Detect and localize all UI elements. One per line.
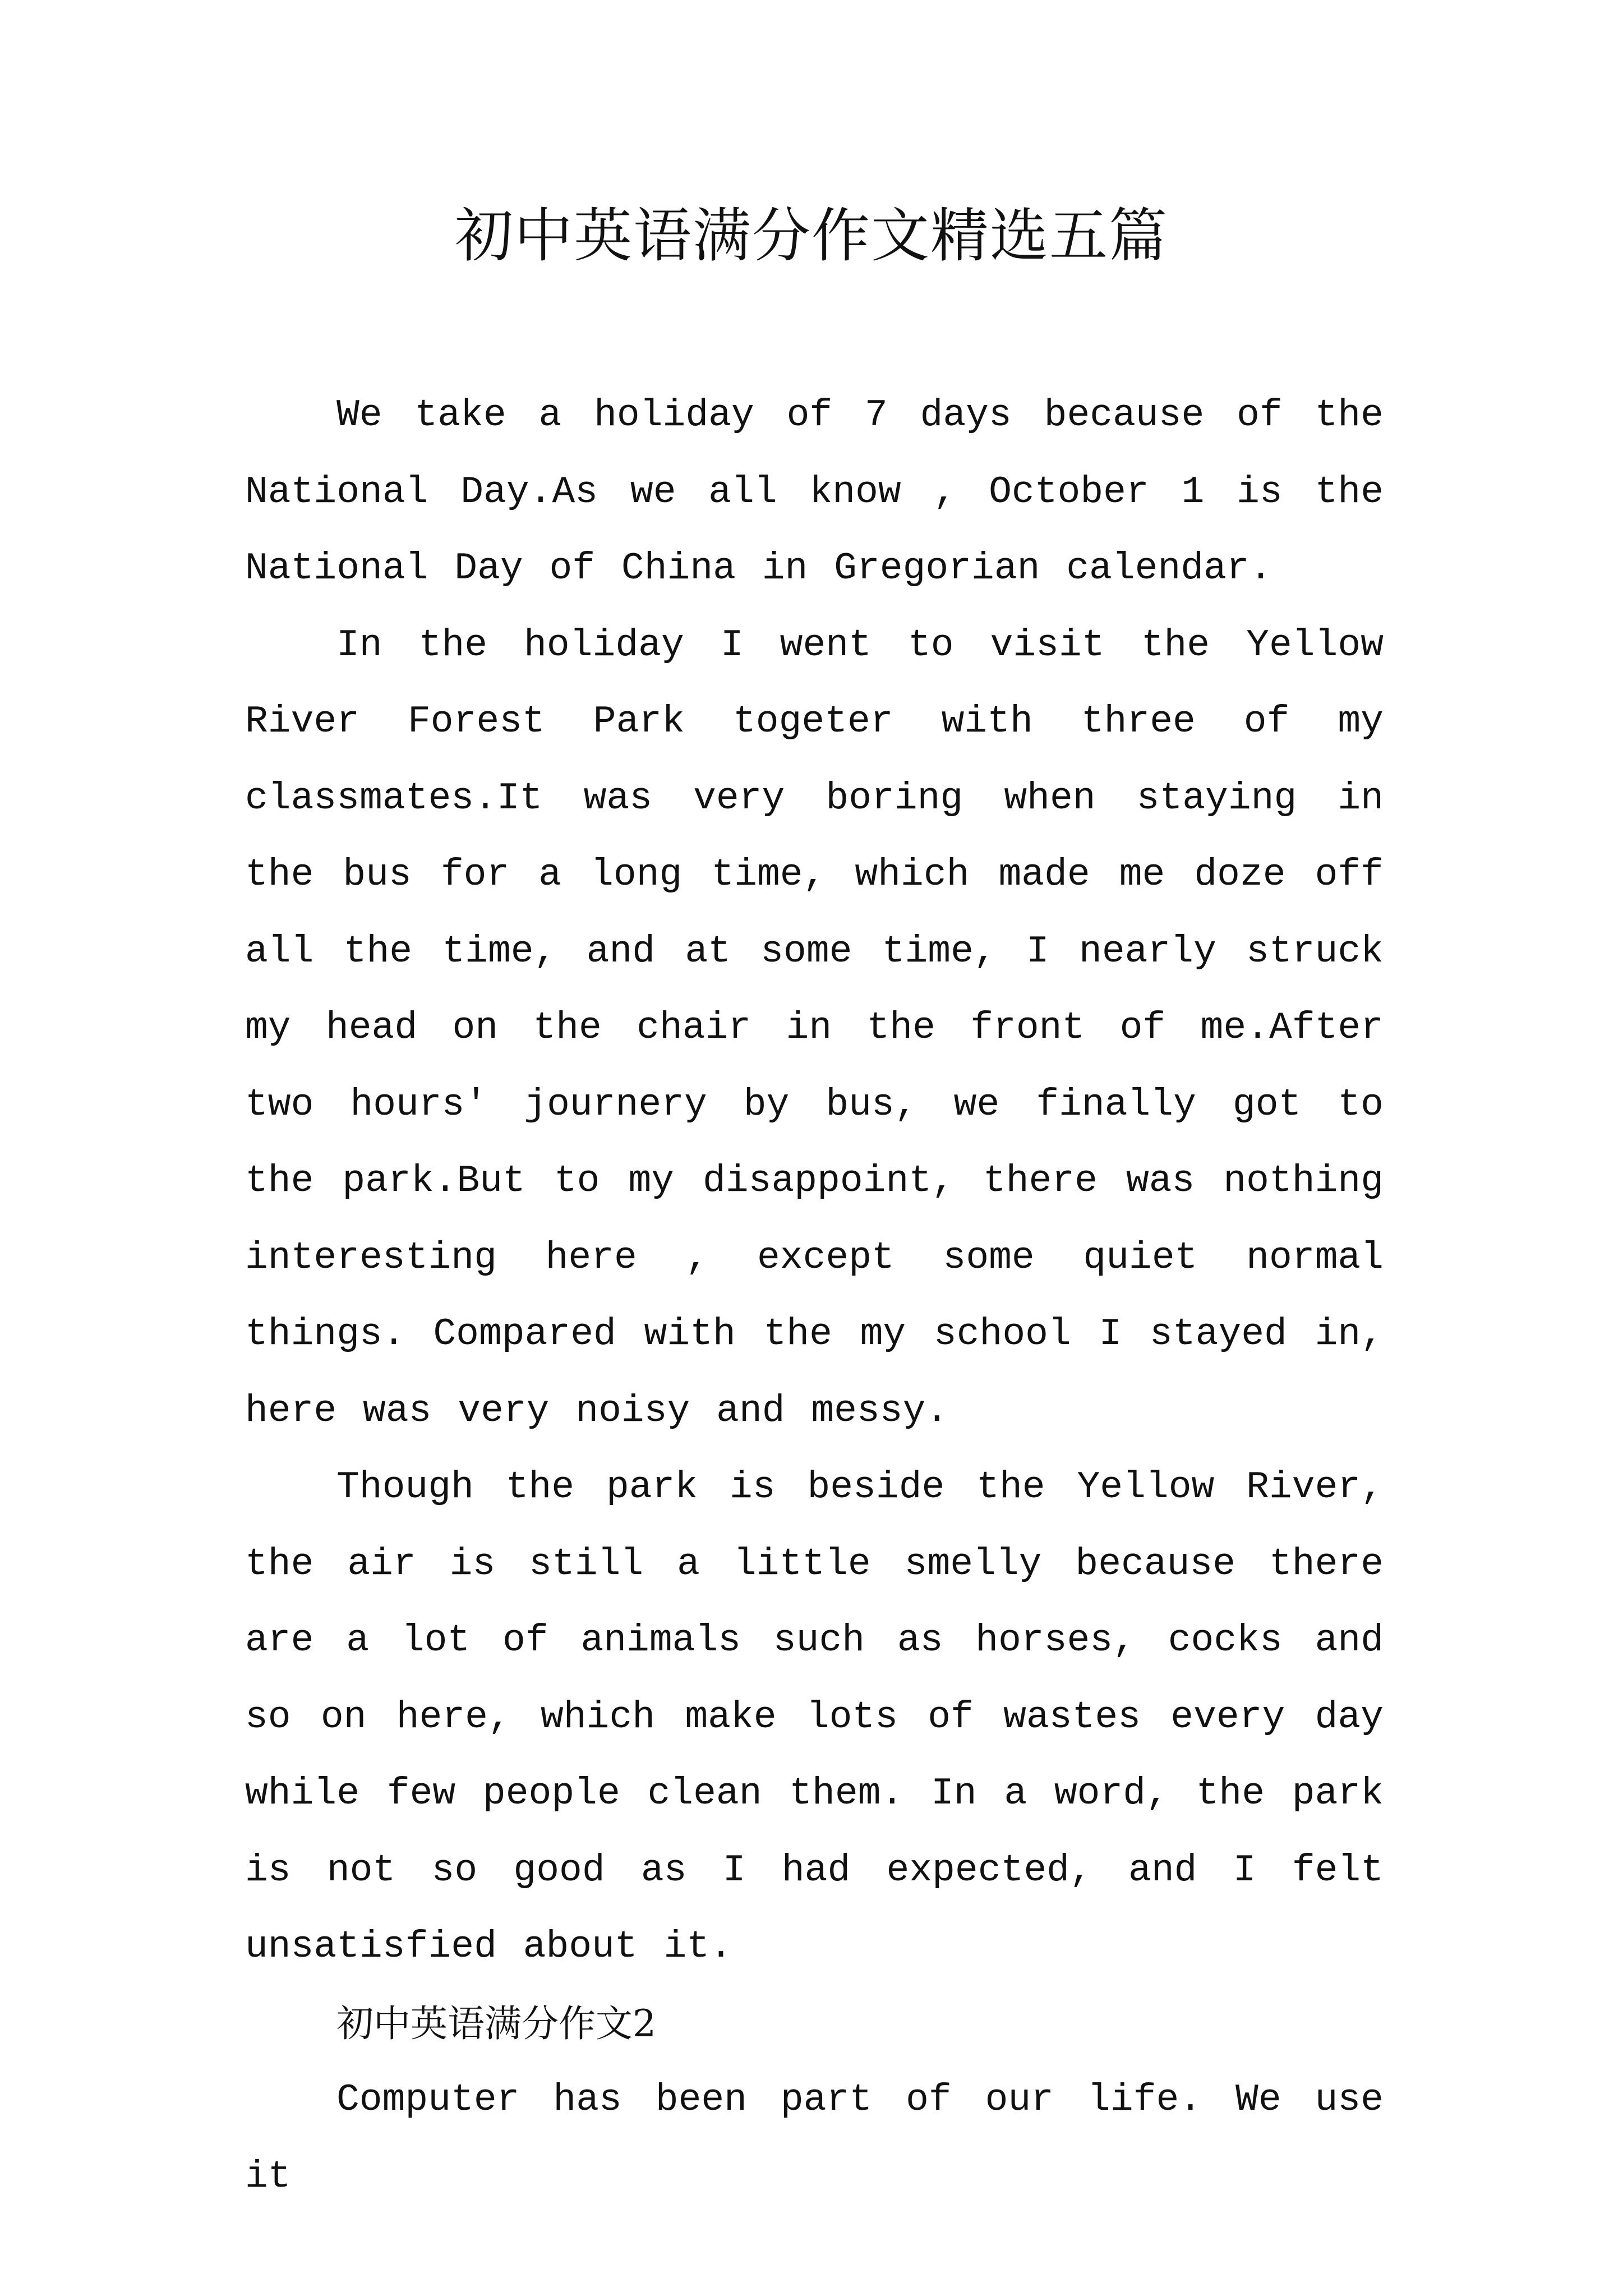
paragraph-4: Computer has been part of our life. We use it bbox=[245, 2078, 1384, 2198]
paragraph-3: Though the park is beside the Yellow River, the air is still a little smelly because there are a lot of animals such as horses, cocks and so on here, which make lots of wastes every day while few people clean them. In a word, the park is not so good as I had expected, and I felt unsatisfied about it. bbox=[245, 1466, 1384, 1968]
paragraph-1: We take a holiday of 7 days because of the National Day.As we all know , October 1 is the National Day of China in Gregorian calendar. bbox=[245, 394, 1384, 590]
document-body bbox=[245, 378, 1384, 2215]
section-heading: 初中英语满分作文2 bbox=[336, 2001, 656, 2045]
document-title: 初中英语满分作文精选五篇 bbox=[454, 201, 1168, 270]
paragraph-2: In the holiday I went to visit the Yellow River Forest Park togeter with three of my classmates.It was very boring when staying in the bus for a long time, which made me doze off all the time, and at some time, I nearly struck my head on the chair in the front of me.After two hours' journery by bus, we finally got to the park.But to my disappoint, there was nothing interesting here , except some quiet normal things. Compared with the my school I stayed in, here was very noisy and messy. bbox=[245, 623, 1384, 1433]
